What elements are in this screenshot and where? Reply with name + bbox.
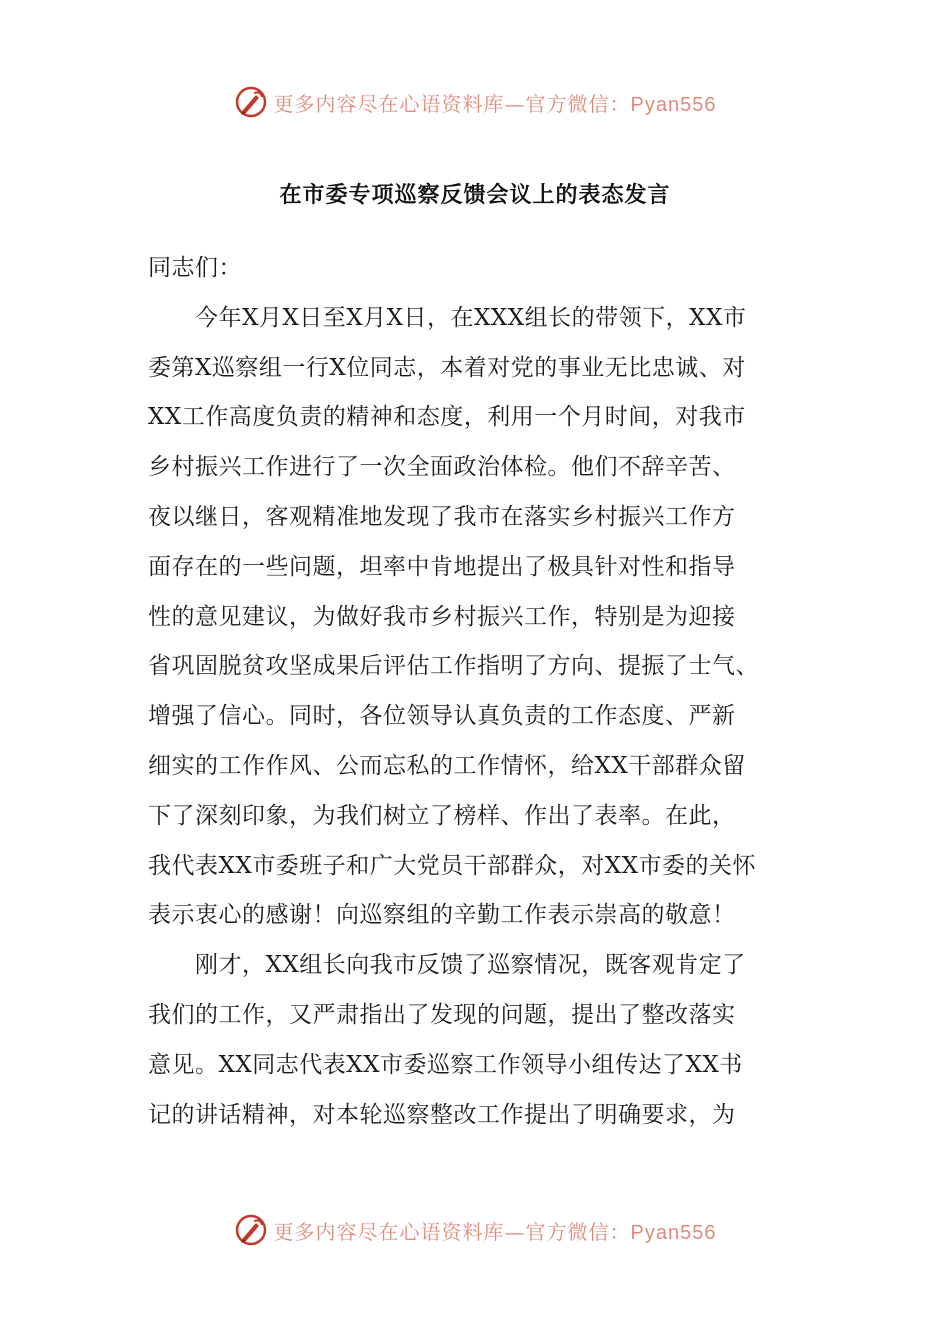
footer-watermark-banner (0, 1210, 950, 1250)
banner-account-label: 官方微信： (525, 91, 631, 116)
text-line: 今年X月X日至X月X日，在XXX组长的带领下，XX市 (148, 304, 747, 331)
banner-account: Pyan556 (630, 93, 717, 116)
text-line: 增强了信心。同时，各位领导认真负责的工作态度、严新 (148, 703, 736, 730)
banner-main-text: 更多内容尽在心语资料库 (273, 1219, 505, 1244)
text-line: 我代表XX市委班子和广大党员干部群众，对XX市委的关怀 (148, 852, 756, 879)
text-line: 委第X巡察组一行X位同志，本着对党的事业无比忠诚、对 (148, 354, 746, 381)
header-watermark-banner (0, 82, 950, 122)
text-line: 刚才，XX组长向我市反馈了巡察情况，既客观肯定了 (148, 952, 746, 979)
text-line: 面存在的一些问题，坦率中肯地提出了极具针对性和指导 (148, 553, 736, 580)
text-line: 记的讲话精神，对本轮巡察整改工作提出了明确要求，为 (148, 1101, 736, 1128)
text-line: 我们的工作，又严肃指出了发现的问题，提出了整改落实 (148, 1001, 736, 1028)
banner-dash: — (504, 1219, 526, 1244)
banner-dash: — (504, 91, 526, 116)
text-line: 意见。XX同志代表XX市委巡察工作领导小组传达了XX书 (148, 1051, 743, 1078)
banner-main-text: 更多内容尽在心语资料库 (273, 91, 505, 116)
text-line: 同志们： (148, 255, 242, 281)
text-line: 细实的工作作风、公而忘私的工作情怀，给XX干部群众留 (148, 752, 746, 779)
document-body (148, 244, 804, 1140)
text-line: 省巩固脱贫攻坚成果后评估工作指明了方向、提振了士气、 (148, 653, 759, 680)
document-title: 在市委专项巡察反馈会议上的表态发言 (279, 182, 671, 208)
pen-logo-icon (234, 85, 268, 119)
text-line: 下了深刻印象，为我们树立了榜样、作出了表率。在此， (148, 802, 736, 829)
text-line: 乡村振兴工作进行了一次全面政治体检。他们不辞辛苦、 (148, 454, 736, 481)
banner-text (274, 1216, 717, 1245)
pen-logo-icon (234, 1213, 268, 1247)
text-line: 夜以继日，客观精准地发现了我市在落实乡村振兴工作方 (148, 503, 736, 530)
text-line: 性的意见建议，为做好我市乡村振兴工作，特别是为迎接 (148, 603, 736, 630)
banner-account-label: 官方微信： (525, 1219, 631, 1244)
banner-account: Pyan556 (630, 1221, 717, 1244)
text-line: 表示衷心的感谢！向巡察组的辛勤工作表示崇高的敬意！ (148, 902, 736, 929)
text-line: XX工作高度负责的精神和态度，利用一个月时间，对我市 (148, 404, 746, 431)
banner-text (274, 88, 717, 117)
